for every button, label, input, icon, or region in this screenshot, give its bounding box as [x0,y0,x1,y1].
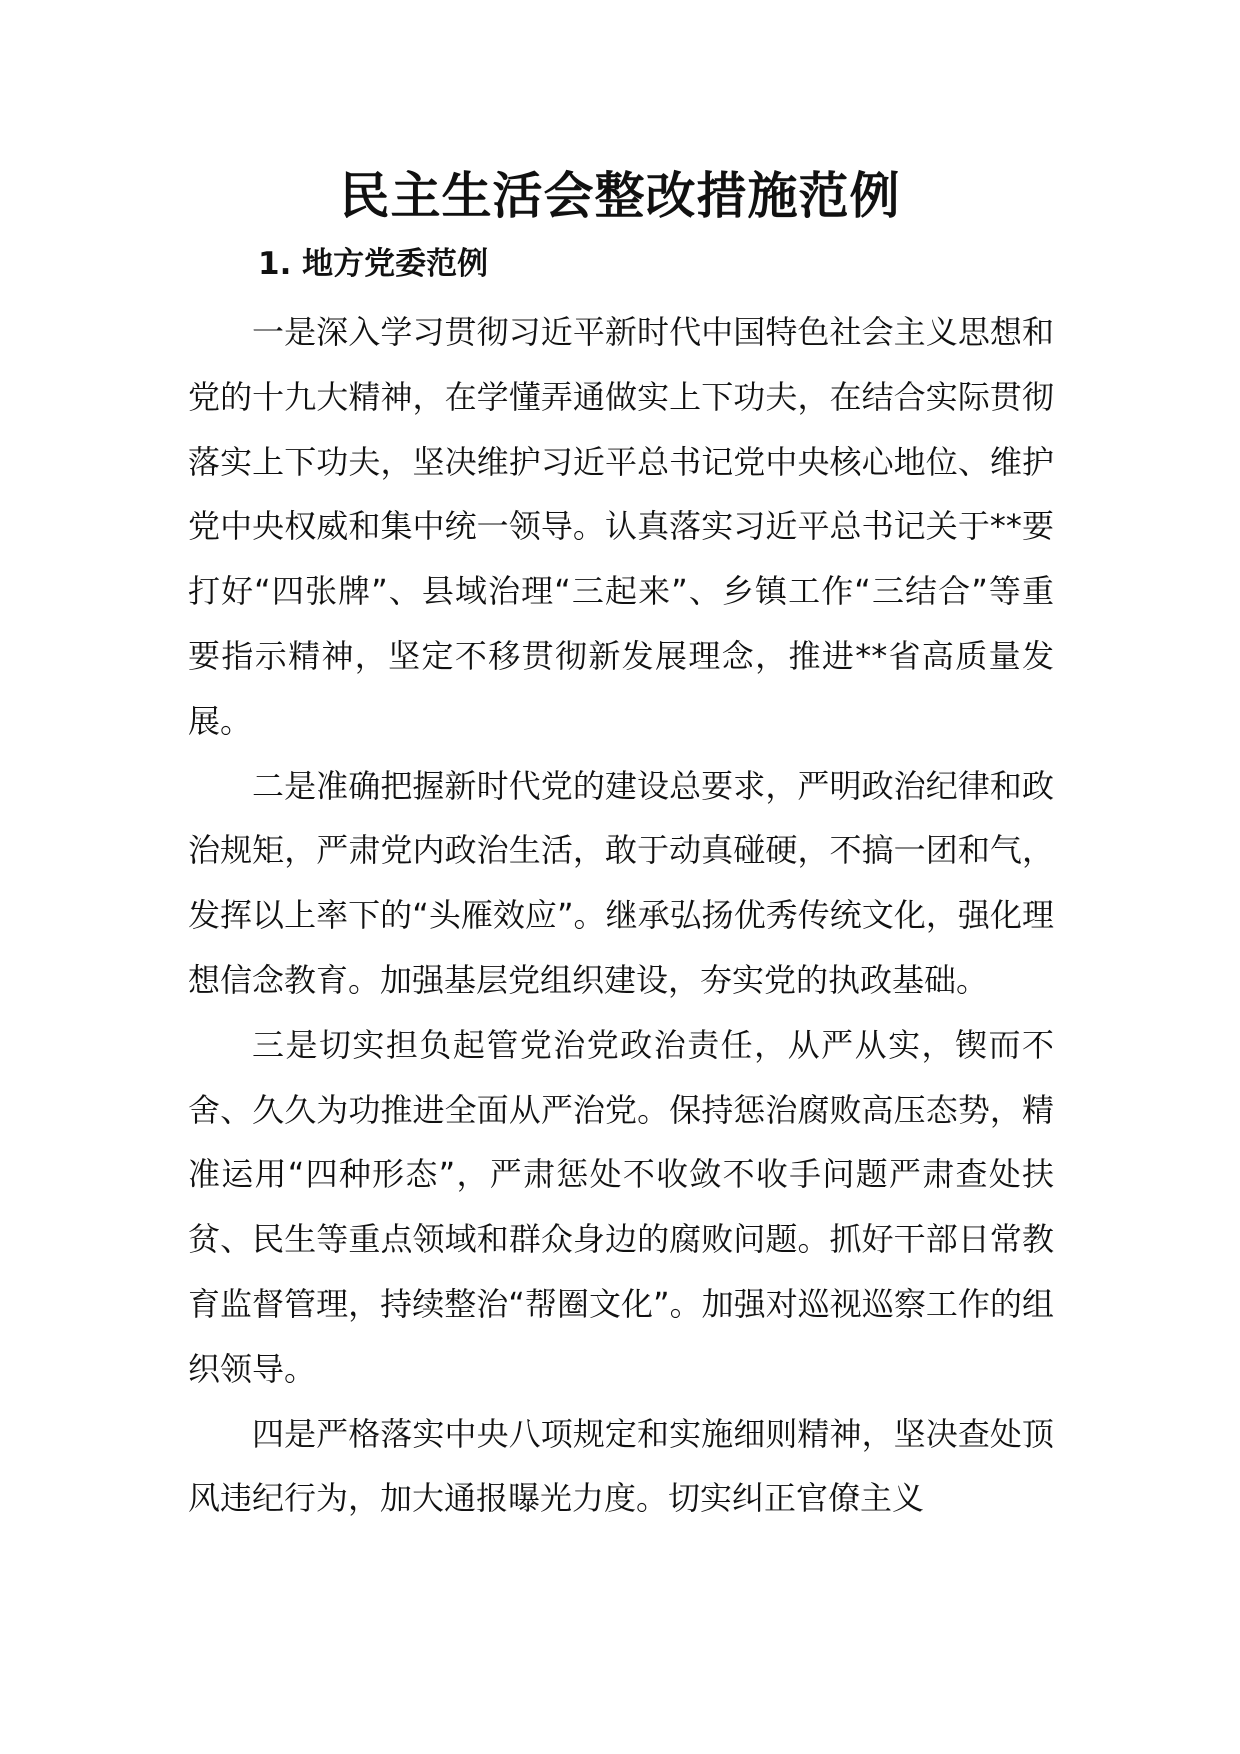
section-heading: 1. 地方党委范例 [258,246,489,282]
paragraph-4: 四是严格落实中央八项规定和实施细则精神，坚决查处顶风违纪行为，加大通报曝光力度。切实纠正官僚主义 [188,1414,1054,1518]
document-body [188,300,1054,1531]
document-title: 民主生活会整改措施范例 [339,167,901,225]
paragraph-2: 二是准确把握新时代党的建设总要求，严明政治纪律和政治规矩，严肃党内政治生活，敢于动真碰硬，不搞一团和气，发挥以上率下的“头雁效应”。继承弘扬优秀传统文化，强化理想信念教育。加强基层党组织建设，夯实党的执政基础。 [188,766,1054,999]
paragraph-3: 三是切实担负起管党治党政治责任，从严从实，锲而不舍、久久为功推进全面从严治党。保持惩治腐败高压态势，精准运用“四种形态”，严肃惩处不收敛不收手问题严肃查处扶贫、民生等重点领域和群众身边的腐败问题。抓好干部日常教育监督管理，持续整治“帮圈文化”。加强对巡视巡察工作的组织领导。 [188,1025,1054,1388]
paragraph-1: 一是深入学习贯彻习近平新时代中国特色社会主义思想和党的十九大精神，在学懂弄通做实上下功夫，在结合实际贯彻落实上下功夫，坚决维护习近平总书记党中央核心地位、维护党中央权威和集中统一领导。认真落实习近平总书记关于**要打好“四张牌”、县域治理“三起来”、乡镇工作“三结合”等重要指示精神，坚定不移贯彻新发展理念，推进**省高质量发展。 [188,313,1054,740]
